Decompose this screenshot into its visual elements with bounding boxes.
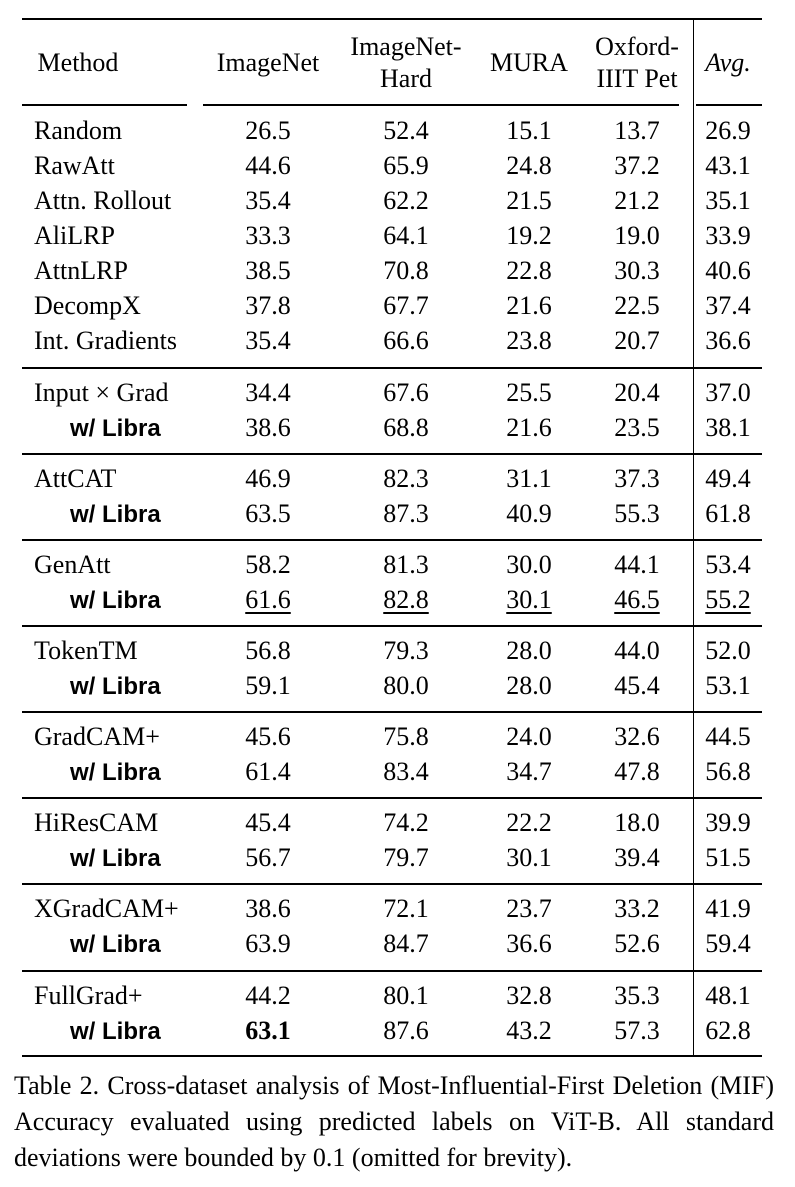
group-separator — [22, 970, 762, 972]
cell-imagenet: 38.6 — [245, 894, 291, 923]
cell-oxford: 55.3 — [614, 499, 660, 528]
method-name: GenAtt — [34, 550, 111, 579]
cell-mura: 30.1 — [506, 585, 552, 614]
method-name: Input × Grad — [34, 378, 169, 407]
cell-mura: 30.1 — [506, 843, 552, 872]
cell-imagenet-hard: 74.2 — [383, 808, 429, 837]
header-rule-avg — [696, 104, 762, 106]
libra-row-label: w/ Libra — [70, 759, 161, 786]
method-name: XGradCAM+ — [34, 894, 179, 923]
cell-oxford: 39.4 — [614, 843, 660, 872]
cell-avg: 38.1 — [705, 413, 751, 442]
cell-imagenet: 61.4 — [245, 757, 291, 786]
cell-imagenet: 35.4 — [245, 186, 291, 215]
cell-mura: 15.1 — [506, 116, 552, 145]
header-rule-datasets — [203, 104, 679, 106]
cell-imagenet-hard: 87.3 — [383, 499, 429, 528]
cell-mura: 40.9 — [506, 499, 552, 528]
cell-oxford: 44.0 — [614, 636, 660, 665]
method-name: HiResCAM — [34, 808, 159, 837]
method-name: DecompX — [34, 291, 141, 320]
cell-imagenet-hard: 52.4 — [383, 116, 429, 145]
cell-imagenet: 56.8 — [245, 636, 291, 665]
cell-mura: 24.8 — [506, 151, 552, 180]
libra-row-label: w/ Libra — [70, 1018, 161, 1045]
cell-oxford: 22.5 — [614, 291, 660, 320]
cell-imagenet: 59.1 — [245, 671, 291, 700]
cell-imagenet-hard: 65.9 — [383, 151, 429, 180]
cell-avg: 53.4 — [705, 550, 751, 579]
header-rule-method — [22, 104, 187, 106]
cell-oxford: 52.6 — [614, 929, 660, 958]
libra-row-label: w/ Libra — [70, 501, 161, 528]
cell-imagenet: 26.5 — [245, 116, 291, 145]
cell-oxford: 21.2 — [614, 186, 660, 215]
cell-mura: 19.2 — [506, 221, 552, 250]
libra-row-label: w/ Libra — [70, 673, 161, 700]
cell-imagenet-hard: 70.8 — [383, 256, 429, 285]
cell-avg: 49.4 — [705, 464, 751, 493]
cell-imagenet-hard: 75.8 — [383, 722, 429, 751]
cell-oxford: 37.3 — [614, 464, 660, 493]
cell-avg: 56.8 — [705, 757, 751, 786]
cell-oxford: 45.4 — [614, 671, 660, 700]
cell-avg: 36.6 — [705, 326, 751, 355]
method-name: RawAtt — [34, 151, 115, 180]
cell-oxford: 35.3 — [614, 981, 660, 1010]
cell-oxford: 46.5 — [614, 585, 660, 614]
cell-imagenet-hard: 68.8 — [383, 413, 429, 442]
libra-row-label: w/ Libra — [70, 845, 161, 872]
cell-imagenet-hard: 82.8 — [383, 585, 429, 614]
cell-avg: 40.6 — [705, 256, 751, 285]
cell-imagenet: 44.6 — [245, 151, 291, 180]
method-name: Attn. Rollout — [34, 186, 172, 215]
cell-oxford: 18.0 — [614, 808, 660, 837]
cell-oxford: 20.4 — [614, 378, 660, 407]
cell-imagenet: 44.2 — [245, 981, 291, 1010]
method-name: GradCAM+ — [34, 722, 160, 751]
cell-mura: 21.6 — [506, 413, 552, 442]
column-header-oxford-line2: IIIT Pet — [596, 64, 678, 93]
cell-imagenet: 33.3 — [245, 221, 291, 250]
cell-avg: 39.9 — [705, 808, 751, 837]
cell-imagenet: 46.9 — [245, 464, 291, 493]
group-separator — [22, 453, 762, 455]
cell-imagenet-hard: 81.3 — [383, 550, 429, 579]
cell-mura: 43.2 — [506, 1016, 552, 1045]
cell-oxford: 20.7 — [614, 326, 660, 355]
cell-imagenet: 61.6 — [245, 585, 291, 614]
cell-mura: 28.0 — [506, 636, 552, 665]
cell-imagenet: 63.9 — [245, 929, 291, 958]
cell-imagenet: 56.7 — [245, 843, 291, 872]
cell-avg: 43.1 — [705, 151, 751, 180]
cell-imagenet: 34.4 — [245, 378, 291, 407]
cell-imagenet: 63.1 — [245, 1016, 291, 1045]
cell-imagenet-hard: 79.3 — [383, 636, 429, 665]
cell-mura: 31.1 — [506, 464, 552, 493]
cell-avg: 33.9 — [705, 221, 751, 250]
cell-mura: 22.2 — [506, 808, 552, 837]
cell-imagenet-hard: 62.2 — [383, 186, 429, 215]
column-header-avg: Avg. — [705, 48, 751, 77]
cell-imagenet-hard: 72.1 — [383, 894, 429, 923]
cell-avg: 53.1 — [705, 671, 751, 700]
cell-avg: 51.5 — [705, 843, 751, 872]
cell-mura: 21.6 — [506, 291, 552, 320]
cell-oxford: 33.2 — [614, 894, 660, 923]
group-separator — [22, 539, 762, 541]
cell-avg: 55.2 — [705, 585, 751, 614]
cell-imagenet: 37.8 — [245, 291, 291, 320]
cell-imagenet-hard: 80.0 — [383, 671, 429, 700]
group-separator — [22, 367, 762, 369]
cell-oxford: 30.3 — [614, 256, 660, 285]
cell-imagenet-hard: 66.6 — [383, 326, 429, 355]
cell-oxford: 19.0 — [614, 221, 660, 250]
cell-imagenet-hard: 80.1 — [383, 981, 429, 1010]
cell-mura: 32.8 — [506, 981, 552, 1010]
cell-oxford: 44.1 — [614, 550, 660, 579]
cell-avg: 37.0 — [705, 378, 751, 407]
cell-oxford: 47.8 — [614, 757, 660, 786]
cell-oxford: 32.6 — [614, 722, 660, 751]
method-name: Int. Gradients — [34, 326, 177, 355]
cell-imagenet-hard: 87.6 — [383, 1016, 429, 1045]
method-name: AttCAT — [34, 464, 117, 493]
method-name: TokenTM — [34, 636, 138, 665]
cell-mura: 28.0 — [506, 671, 552, 700]
cell-imagenet: 58.2 — [245, 550, 291, 579]
libra-row-label: w/ Libra — [70, 587, 161, 614]
cell-imagenet: 35.4 — [245, 326, 291, 355]
cell-imagenet-hard: 67.6 — [383, 378, 429, 407]
group-separator — [22, 711, 762, 713]
group-separator — [22, 625, 762, 627]
method-name: AttnLRP — [34, 256, 128, 285]
cell-mura: 23.8 — [506, 326, 552, 355]
cell-imagenet-hard: 82.3 — [383, 464, 429, 493]
cell-imagenet: 45.6 — [245, 722, 291, 751]
cell-mura: 23.7 — [506, 894, 552, 923]
libra-row-label: w/ Libra — [70, 415, 161, 442]
bottom-rule — [22, 1055, 762, 1057]
cell-imagenet: 38.5 — [245, 256, 291, 285]
libra-row-label: w/ Libra — [70, 931, 161, 958]
column-header-imagenet: ImageNet — [216, 48, 320, 77]
method-name: FullGrad+ — [34, 981, 143, 1010]
cell-oxford: 13.7 — [614, 116, 660, 145]
cell-avg: 35.1 — [705, 186, 751, 215]
cell-avg: 41.9 — [705, 894, 751, 923]
cell-imagenet-hard: 84.7 — [383, 929, 429, 958]
cell-oxford: 57.3 — [614, 1016, 660, 1045]
top-rule — [22, 18, 762, 20]
cell-imagenet: 38.6 — [245, 413, 291, 442]
cell-imagenet-hard: 64.1 — [383, 221, 429, 250]
group-separator — [22, 883, 762, 885]
cell-imagenet: 45.4 — [245, 808, 291, 837]
cell-imagenet-hard: 79.7 — [383, 843, 429, 872]
cell-mura: 30.0 — [506, 550, 552, 579]
group-separator — [22, 797, 762, 799]
cell-imagenet-hard: 67.7 — [383, 291, 429, 320]
cell-mura: 22.8 — [506, 256, 552, 285]
cell-avg: 26.9 — [705, 116, 751, 145]
cell-avg: 59.4 — [705, 929, 751, 958]
cell-mura: 24.0 — [506, 722, 552, 751]
table-caption: Table 2. Cross-dataset analysis of Most-Influential-First Deletion (MIF) Accuracy evaluated using predicted labels on ViT-B. All standard deviations were bounded by 0.1 (omitted for brevity). — [14, 1071, 774, 1172]
column-header-oxford: Oxford- — [595, 32, 679, 61]
cell-avg: 61.8 — [705, 499, 751, 528]
cell-oxford: 23.5 — [614, 413, 660, 442]
cell-mura: 25.5 — [506, 378, 552, 407]
cell-imagenet: 63.5 — [245, 499, 291, 528]
column-header-imagenet-hard: ImageNet- — [350, 32, 462, 61]
cell-avg: 44.5 — [705, 722, 751, 751]
cell-mura: 21.5 — [506, 186, 552, 215]
cell-avg: 52.0 — [705, 636, 751, 665]
cell-oxford: 37.2 — [614, 151, 660, 180]
cell-avg: 37.4 — [705, 291, 751, 320]
column-header-method: Method — [37, 48, 119, 77]
method-name: Random — [34, 116, 123, 145]
method-name: AliLRP — [34, 221, 115, 250]
cell-avg: 48.1 — [705, 981, 751, 1010]
cell-imagenet-hard: 83.4 — [383, 757, 429, 786]
cell-mura: 34.7 — [506, 757, 552, 786]
cell-mura: 36.6 — [506, 929, 552, 958]
cell-avg: 62.8 — [705, 1016, 751, 1045]
column-header-mura: MURA — [489, 48, 568, 77]
column-header-imagenet-hard-line2: Hard — [380, 64, 432, 93]
